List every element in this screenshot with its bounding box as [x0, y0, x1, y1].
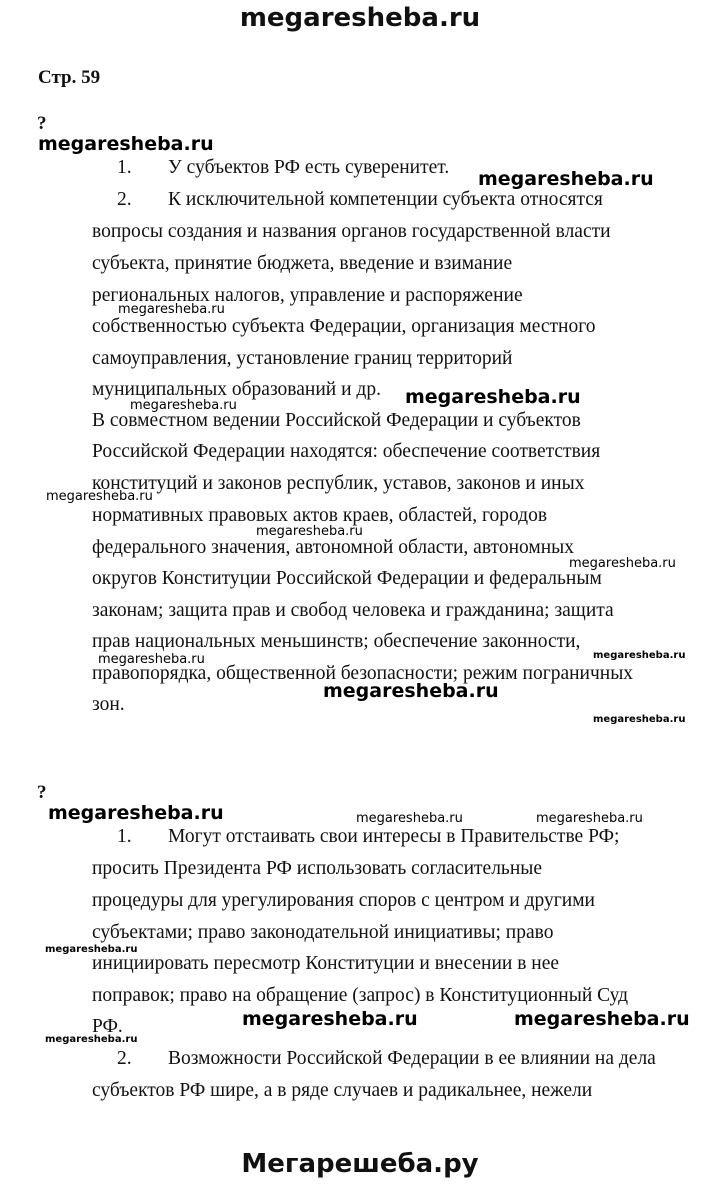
text-line: законам; защита прав и свобод человека и гражданина; защита [92, 600, 614, 621]
text-line: самоуправления, установление границ территорий [92, 348, 513, 369]
watermark: megaresheba.ru [38, 133, 214, 155]
text-line: просить Президента РФ использовать согласительные [92, 858, 543, 879]
question-mark: ? [37, 113, 47, 134]
watermark: megaresheba.ru [45, 1034, 138, 1045]
text-line: конституций и законов республик, уставов, законов и иных [92, 473, 585, 494]
text-line: собственностью субъекта Федерации, организация местного [92, 316, 596, 337]
text-line [117, 1046, 656, 1072]
watermark: megaresheba.ru [405, 386, 581, 408]
watermark: megaresheba.ru [130, 398, 237, 413]
text-line: округов Конституции Российской Федерации и федеральным [92, 568, 602, 589]
text-line: Российской Федерации находятся: обеспечение соответствия [92, 441, 601, 462]
text-line: федерального значения, автономной области, автономных [92, 537, 575, 558]
text-line [117, 824, 619, 850]
text-line: зон. [92, 694, 125, 715]
watermark: megaresheba.ru [242, 1008, 418, 1030]
text-line: прав национальных меньшинств; обеспечение законности, [92, 631, 581, 652]
text-line [117, 187, 603, 213]
watermark: megaresheba.ru [478, 168, 654, 190]
line-text: У субъектов РФ есть суверенитет. [168, 157, 450, 178]
text-line: муниципальных образований и др. [92, 379, 381, 400]
watermark: megaresheba.ru [118, 302, 225, 317]
watermark: megaresheba.ru [514, 1008, 690, 1030]
line-text: Возможности Российской Федерации в ее влиянии на дела [168, 1048, 656, 1069]
watermark: megaresheba.ru [46, 489, 153, 504]
text-line: правопорядка, общественной безопасности; режим пограничных [92, 663, 634, 684]
list-number: 2. [117, 189, 132, 210]
watermark: megaresheba.ru [536, 811, 643, 826]
watermark: megaresheba.ru [569, 556, 676, 571]
text-line: субъектами; право законодательной инициативы; право [92, 922, 554, 943]
page-number: Стр. 59 [38, 67, 101, 88]
list-number: 1. [117, 157, 132, 178]
line-text: К исключительной компетенции субъекта относятся [168, 189, 603, 210]
watermark: megaresheba.ru [593, 714, 686, 725]
watermark: megaresheba.ru [593, 650, 686, 661]
watermark: megaresheba.ru [356, 811, 463, 826]
watermark: megaresheba.ru [256, 524, 363, 539]
list-number: 2. [117, 1048, 132, 1069]
watermark: megaresheba.ru [98, 652, 205, 667]
line-text: Могут отстаивать свои интересы в Правительстве РФ; [168, 826, 620, 847]
text-line: региональных налогов, управление и распоряжение [92, 285, 523, 306]
watermark: megaresheba.ru [45, 944, 138, 955]
text-line: В совместном ведении Российской Федерации и субъектов [92, 410, 581, 431]
text-line: поправок; право на обращение (запрос) в Конституционный Суд [92, 985, 629, 1006]
text-line: процедуры для урегулирования споров с центром и другими [92, 890, 595, 911]
text-line: инициировать пересмотр Конституции и внесении в нее [92, 953, 560, 974]
text-line [117, 155, 449, 181]
text-line: РФ. [92, 1016, 123, 1037]
site-footer[interactable]: Мегарешеба.ру [241, 1149, 479, 1179]
text-line: нормативных правовых актов краев, областей, городов [92, 505, 548, 526]
question-mark: ? [37, 782, 47, 803]
site-header[interactable]: megaresheba.ru [239, 3, 481, 33]
list-number: 1. [117, 826, 132, 847]
watermark: megaresheba.ru [323, 680, 499, 702]
text-line: субъектов РФ шире, а в ряде случаев и радикальнее, нежели [92, 1080, 593, 1101]
text-line: субъекта, принятие бюджета, введение и взимание [92, 253, 513, 274]
text-line: вопросы создания и названия органов государственной власти [92, 221, 611, 242]
watermark: megaresheba.ru [48, 802, 224, 824]
